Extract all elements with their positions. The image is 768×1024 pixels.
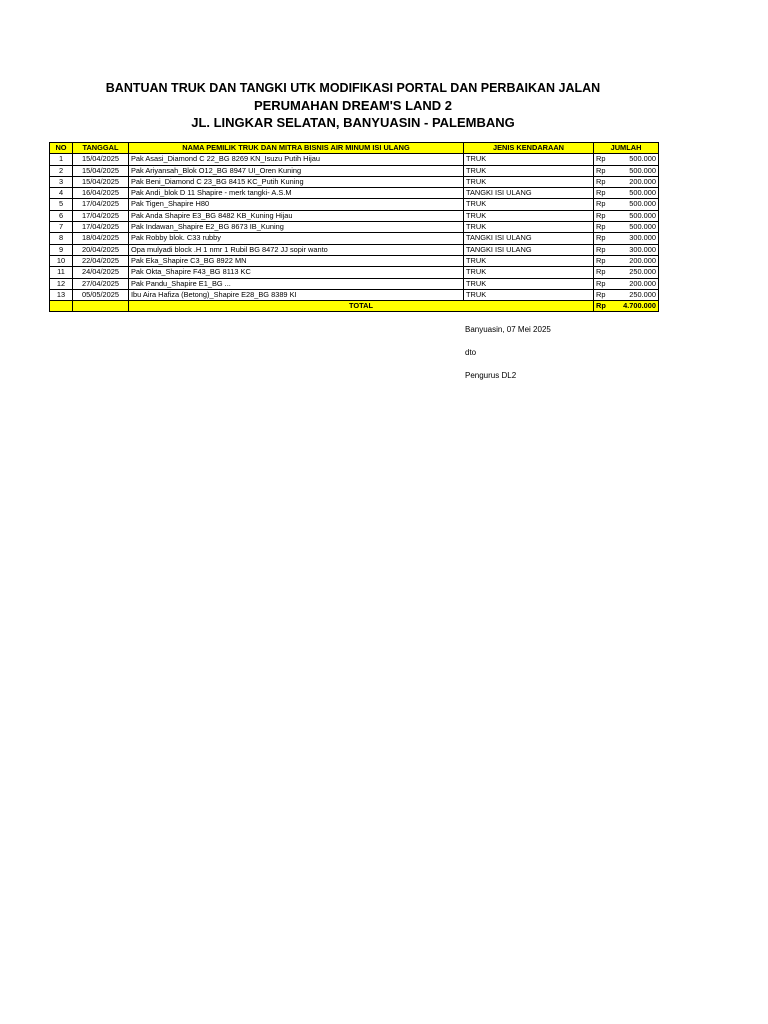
cell-jenis: TRUK (464, 154, 594, 165)
cell-currency: Rp (594, 199, 621, 210)
table-header-row (50, 143, 659, 154)
cell-jenis: TRUK (464, 255, 594, 266)
cell-nama: Opa mulyadi block .H 1 nmr 1 Rubil BG 8472 JJ sopir wanto (129, 244, 464, 255)
cell-nama: Pak Pandu_Shapire E1_BG ... (129, 278, 464, 289)
header-tanggal: TANGGAL (73, 143, 129, 154)
table-row (50, 244, 659, 255)
cell-currency: Rp (594, 154, 621, 165)
cell-tanggal: 27/04/2025 (73, 278, 129, 289)
cell-jumlah: 200.000 (621, 278, 659, 289)
cell-currency: Rp (594, 244, 621, 255)
cell-jenis: TRUK (464, 222, 594, 233)
table-row (50, 154, 659, 165)
report-title-block (48, 80, 658, 131)
table-row (50, 267, 659, 278)
cell-tanggal: 15/04/2025 (73, 154, 129, 165)
cell-tanggal: 15/04/2025 (73, 165, 129, 176)
signature-signer: Pengurus DL2 (465, 371, 517, 380)
table-row (50, 199, 659, 210)
table-row (50, 165, 659, 176)
cell-currency: Rp (594, 278, 621, 289)
cell-jenis: TANGKI ISI ULANG (464, 188, 594, 199)
table-body (50, 154, 659, 301)
cell-currency: Rp (594, 210, 621, 221)
cell-tanggal: 15/04/2025 (73, 176, 129, 187)
cell-jumlah: 300.000 (621, 244, 659, 255)
cell-tanggal: 17/04/2025 (73, 199, 129, 210)
table-row (50, 210, 659, 221)
table-row (50, 278, 659, 289)
cell-jenis: TANGKI ISI ULANG (464, 233, 594, 244)
cell-nama: Pak Tigen_Shapire H80 (129, 199, 464, 210)
cell-nama: Pak Andi_blok D 11 Shapire - merk tangki- A.S.M (129, 188, 464, 199)
cell-currency: Rp (594, 233, 621, 244)
cell-no: 3 (50, 176, 73, 187)
cell-no: 4 (50, 188, 73, 199)
cell-nama: Pak Indawan_Shapire E2_BG 8673 IB_Kuning (129, 222, 464, 233)
header-jumlah: JUMLAH (594, 143, 659, 154)
cell-jenis: TANGKI ISI ULANG (464, 244, 594, 255)
cell-jumlah: 500.000 (621, 210, 659, 221)
cell-tanggal: 22/04/2025 (73, 255, 129, 266)
cell-currency: Rp (594, 267, 621, 278)
cell-tanggal: 20/04/2025 (73, 244, 129, 255)
cell-nama: Pak Ariyansah_Blok O12_BG 8947 UI_Oren Kuning (129, 165, 464, 176)
table-row (50, 188, 659, 199)
cell-no: 11 (50, 267, 73, 278)
cell-nama: Pak Beni_Diamond C 23_BG 8415 KC_Putih Kuning (129, 176, 464, 187)
cell-jumlah: 500.000 (621, 188, 659, 199)
cell-jenis: TRUK (464, 210, 594, 221)
table-row (50, 222, 659, 233)
cell-no: 5 (50, 199, 73, 210)
cell-nama: Pak Eka_Shapire C3_BG 8922 MN (129, 255, 464, 266)
cell-currency: Rp (594, 289, 621, 300)
cell-nama: Ibu Aira Hafiza (Betong)_Shapire E28_BG 8389 KI (129, 289, 464, 300)
donation-table (49, 142, 659, 312)
cell-jumlah: 250.000 (621, 289, 659, 300)
total-empty-cell (73, 301, 129, 312)
cell-nama: Pak Anda Shapire E3_BG 8482 KB_Kuning Hijau (129, 210, 464, 221)
cell-tanggal: 05/05/2025 (73, 289, 129, 300)
cell-no: 1 (50, 154, 73, 165)
cell-no: 12 (50, 278, 73, 289)
cell-jumlah: 300.000 (621, 233, 659, 244)
report-title-line-1: BANTUAN TRUK DAN TANGKI UTK MODIFIKASI PORTAL DAN PERBAIKAN JALAN (105, 81, 601, 95)
table-row (50, 233, 659, 244)
cell-jumlah: 500.000 (621, 222, 659, 233)
cell-tanggal: 17/04/2025 (73, 210, 129, 221)
cell-jumlah: 250.000 (621, 267, 659, 278)
cell-jenis: TRUK (464, 176, 594, 187)
cell-no: 13 (50, 289, 73, 300)
header-no: NO (50, 143, 73, 154)
cell-jumlah: 500.000 (621, 154, 659, 165)
cell-currency: Rp (594, 188, 621, 199)
header-jenis: JENIS KENDARAAN (464, 143, 594, 154)
signature-place-date: Banyuasin, 07 Mei 2025 (465, 325, 551, 334)
cell-jumlah: 500.000 (621, 165, 659, 176)
cell-nama: Pak Okta_Shapire F43_BG 8113 KC (129, 267, 464, 278)
cell-nama: Pak Robby blok. C33 rubby (129, 233, 464, 244)
total-amount: 4.700.000 (621, 301, 659, 312)
total-empty-cell (50, 301, 73, 312)
cell-no: 6 (50, 210, 73, 221)
cell-jenis: TRUK (464, 199, 594, 210)
cell-tanggal: 16/04/2025 (73, 188, 129, 199)
cell-currency: Rp (594, 165, 621, 176)
cell-jenis: TRUK (464, 165, 594, 176)
table-row (50, 255, 659, 266)
cell-currency: Rp (594, 222, 621, 233)
cell-currency: Rp (594, 176, 621, 187)
table-row (50, 289, 659, 300)
cell-tanggal: 18/04/2025 (73, 233, 129, 244)
cell-jumlah: 200.000 (621, 176, 659, 187)
cell-nama: Pak Asasi_Diamond C 22_BG 8269 KN_Isuzu Putih Hijau (129, 154, 464, 165)
cell-no: 8 (50, 233, 73, 244)
cell-no: 10 (50, 255, 73, 266)
cell-tanggal: 17/04/2025 (73, 222, 129, 233)
cell-no: 2 (50, 165, 73, 176)
cell-jenis: TRUK (464, 267, 594, 278)
total-currency: Rp (594, 301, 621, 312)
cell-tanggal: 24/04/2025 (73, 267, 129, 278)
cell-jumlah: 200.000 (621, 255, 659, 266)
total-row (50, 301, 659, 312)
cell-jenis: TRUK (464, 289, 594, 300)
cell-currency: Rp (594, 255, 621, 266)
cell-no: 7 (50, 222, 73, 233)
report-title-line-3: JL. LINGKAR SELATAN, BANYUASIN - PALEMBANG (191, 115, 515, 130)
cell-jumlah: 500.000 (621, 199, 659, 210)
cell-no: 9 (50, 244, 73, 255)
signature-dto: dto (465, 348, 477, 357)
table-row (50, 176, 659, 187)
header-nama: NAMA PEMILIK TRUK DAN MITRA BISNIS AIR MINUM ISI ULANG (129, 143, 464, 154)
total-label: TOTAL (129, 301, 594, 312)
cell-jenis: TRUK (464, 278, 594, 289)
report-title-line-2: PERUMAHAN DREAM'S LAND 2 (253, 98, 453, 113)
